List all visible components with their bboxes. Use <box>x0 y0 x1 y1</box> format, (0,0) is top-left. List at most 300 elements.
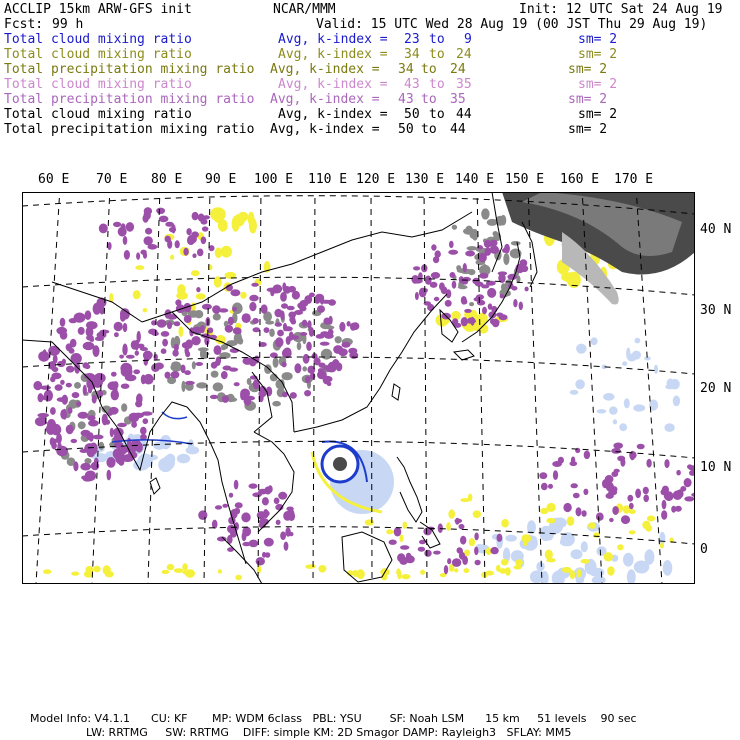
fcst-value: 99 h <box>52 17 84 32</box>
precip-purple <box>576 507 582 516</box>
precip-purple <box>127 438 131 447</box>
cloud-yellow <box>84 571 93 578</box>
cloud-gray <box>270 374 278 382</box>
precip-purple <box>232 307 237 312</box>
precip-purple <box>305 376 310 383</box>
cloud-light <box>597 409 607 413</box>
cloud-gray <box>335 336 342 343</box>
precip-purple <box>219 308 229 312</box>
legend-avg-label: Avg, k-index = <box>278 77 388 92</box>
precip-purple <box>504 244 510 254</box>
precip-purple <box>90 443 98 455</box>
precip-purple <box>181 365 186 374</box>
precip-purple <box>249 302 256 311</box>
cloud-light <box>581 541 588 552</box>
cloud-gray <box>452 225 457 230</box>
precip-purple <box>159 216 169 223</box>
legend-k-to: 24 <box>450 62 466 77</box>
precip-purple <box>107 381 118 390</box>
precip-purple <box>122 344 127 356</box>
plot-title: ACCLIP 15km ARW-GFS init <box>4 2 192 17</box>
precip-purple <box>423 288 428 292</box>
precip-purple <box>349 352 358 359</box>
precip-purple <box>233 330 242 335</box>
center-label: NCAR/MMM <box>273 2 336 17</box>
precip-purple <box>252 318 259 324</box>
cloud-yellow <box>218 569 222 574</box>
precip-purple <box>256 557 265 565</box>
cloud-yellow <box>623 505 630 514</box>
precip-purple <box>85 310 92 320</box>
precip-purple <box>184 315 192 323</box>
precip-purple <box>74 313 86 323</box>
precip-purple <box>646 459 651 468</box>
precip-purple <box>582 510 587 517</box>
precip-purple <box>131 340 138 349</box>
precip-purple <box>611 448 621 454</box>
precip-purple <box>462 299 467 304</box>
precip-purple <box>60 380 65 385</box>
precip-purple <box>235 502 243 508</box>
precip-purple <box>424 550 431 557</box>
precip-purple <box>73 461 78 471</box>
precip-purple <box>289 335 299 340</box>
cloud-yellow <box>588 522 596 529</box>
precip-purple <box>229 493 233 498</box>
precip-purple <box>320 342 330 346</box>
precip-purple <box>156 208 165 214</box>
precip-purple <box>434 297 440 301</box>
cloud-yellow <box>167 564 175 570</box>
precip-purple <box>605 475 614 483</box>
precip-purple <box>242 313 251 323</box>
precip-purple <box>322 300 332 304</box>
precip-purple <box>264 538 274 547</box>
cloud-yellow <box>501 519 509 528</box>
precip-purple <box>664 459 669 468</box>
precip-purple <box>475 560 481 566</box>
precip-purple <box>629 503 634 509</box>
precip-purple <box>394 527 402 536</box>
precip-purple <box>475 282 484 287</box>
precip-purple <box>71 439 78 443</box>
precip-purple <box>675 506 682 512</box>
cloud-light <box>613 419 617 424</box>
precip-purple <box>157 319 167 328</box>
precip-purple <box>283 348 291 356</box>
precip-purple <box>144 207 152 215</box>
cloud-gray <box>213 313 221 320</box>
precip-purple <box>507 274 517 280</box>
precip-purple <box>519 302 523 311</box>
legend-field-name: Total cloud mixing ratio <box>4 77 192 92</box>
precip-purple <box>487 288 496 298</box>
precip-purple <box>143 214 149 223</box>
precip-purple <box>184 370 191 375</box>
legend-sm: sm= 2 <box>578 32 618 47</box>
precip-purple <box>435 250 441 257</box>
cloud-yellow <box>607 566 615 575</box>
precip-purple <box>431 244 436 250</box>
precip-purple <box>280 311 285 321</box>
precip-purple <box>201 237 207 245</box>
precip-purple <box>185 381 195 385</box>
cloud-light <box>624 398 630 408</box>
precip-purple <box>121 384 130 389</box>
valid-time: Valid: 15 UTC Wed 28 Aug 19 (00 JST Thu 29 Aug 19) <box>316 17 708 32</box>
cloud-gray <box>276 379 284 389</box>
precip-purple <box>136 252 140 259</box>
model-info-line1: Model Info: V4.1.1 CU: KF MP: WDM 6class PBL: YSU SF: Noah LSM 15 km 51 levels 90 sec <box>30 712 637 725</box>
precip-purple <box>144 236 153 245</box>
precip-purple <box>347 321 351 327</box>
precip-purple <box>72 392 80 398</box>
precip-purple <box>520 265 528 272</box>
cloud-light <box>505 535 517 542</box>
precip-purple <box>222 395 229 403</box>
legend-avg-label: Avg, k-index = <box>270 122 380 137</box>
precip-purple <box>445 300 452 307</box>
precip-purple <box>643 495 649 503</box>
legend-avg-label: Avg, k-index = <box>278 47 388 62</box>
precip-purple <box>617 456 625 462</box>
precip-purple <box>511 286 517 291</box>
precip-purple <box>261 304 268 313</box>
precip-purple <box>450 272 456 278</box>
cloud-light <box>654 365 658 374</box>
precip-purple <box>174 344 179 351</box>
precip-purple <box>85 471 96 482</box>
cloud-gray <box>196 382 208 388</box>
cloud-light <box>623 553 634 567</box>
cloud-light <box>575 379 585 389</box>
lat-label: 40 N <box>700 222 732 237</box>
cloud-light <box>547 525 556 532</box>
precip-purple <box>302 320 307 327</box>
precip-purple <box>684 478 692 487</box>
legend-k-from: 43 <box>404 77 420 92</box>
legend-sm: sm= 2 <box>578 77 618 92</box>
lat-label: 30 N <box>700 303 732 318</box>
cloud-gray <box>74 382 81 389</box>
precip-purple <box>123 236 128 245</box>
cloud-yellow <box>446 522 451 531</box>
legend-sm: sm= 2 <box>568 122 608 137</box>
cloud-yellow <box>629 530 636 534</box>
cloud-gray <box>202 352 210 356</box>
precip-purple <box>110 428 114 437</box>
legend-k-to: 35 <box>450 92 466 107</box>
cloud-light <box>570 390 579 395</box>
legend-field-name: Total cloud mixing ratio <box>4 107 192 122</box>
precip-purple <box>198 510 207 520</box>
legend-to: to <box>429 77 445 92</box>
precip-purple <box>120 313 126 321</box>
legend-k-to: 9 <box>464 32 472 47</box>
precip-purple <box>314 297 320 303</box>
precip-purple <box>464 309 472 313</box>
precip-purple <box>342 342 351 348</box>
cloud-yellow <box>386 529 393 534</box>
precip-purple <box>126 222 134 232</box>
precip-purple <box>288 511 295 521</box>
precip-purple <box>66 383 72 388</box>
cloud-yellow <box>581 559 590 564</box>
cloud-gray <box>458 285 468 289</box>
precip-purple <box>50 407 56 415</box>
precip-purple <box>109 407 119 415</box>
precip-purple <box>53 355 58 364</box>
weather-map <box>22 192 695 584</box>
cloud-yellow <box>178 326 183 337</box>
precip-purple <box>474 533 478 541</box>
precip-purple <box>251 283 258 287</box>
legend-to: to <box>429 47 445 62</box>
cloud-gray <box>269 329 275 337</box>
cloud-light <box>603 393 614 401</box>
precip-purple <box>573 493 580 499</box>
precip-purple <box>277 330 284 337</box>
precip-purple <box>57 436 61 444</box>
cloud-yellow <box>214 212 225 223</box>
precip-purple <box>143 252 147 259</box>
precip-purple <box>300 332 308 336</box>
cloud-yellow <box>353 570 359 577</box>
cloud-yellow <box>162 570 170 574</box>
precip-purple <box>161 331 170 337</box>
precip-purple <box>192 253 196 258</box>
precip-purple <box>124 250 130 260</box>
precip-purple <box>225 325 233 333</box>
precip-purple <box>687 464 693 469</box>
cloud-light <box>627 354 636 362</box>
precip-purple <box>613 443 623 449</box>
cloud-gray <box>213 382 224 391</box>
cloud-yellow <box>401 574 410 579</box>
precip-purple <box>323 376 331 385</box>
cloud-yellow <box>647 516 656 522</box>
cloud-gray <box>78 421 86 429</box>
precip-purple <box>78 327 85 335</box>
precip-purple <box>490 547 498 554</box>
precip-purple <box>242 532 247 542</box>
precip-purple <box>114 322 123 331</box>
precip-purple <box>294 363 301 373</box>
precip-purple <box>145 228 152 235</box>
precip-purple <box>389 540 397 545</box>
precip-purple <box>185 351 190 357</box>
precip-purple <box>433 551 441 555</box>
precip-purple <box>500 294 505 299</box>
precip-purple <box>234 480 239 490</box>
fcst-label: Fcst: <box>4 17 44 32</box>
precip-purple <box>243 357 253 365</box>
precip-purple <box>249 483 258 488</box>
precip-purple <box>242 542 250 546</box>
precip-purple <box>439 282 445 290</box>
precip-purple <box>119 355 124 359</box>
cloud-yellow <box>399 535 403 543</box>
lon-label: 60 E <box>38 172 70 187</box>
cloud-yellow <box>545 550 553 560</box>
legend-k-from: 43 <box>398 92 414 107</box>
precip-purple <box>664 494 669 499</box>
cloud-light <box>576 344 586 354</box>
precip-purple <box>175 240 180 248</box>
precip-purple <box>183 248 188 256</box>
lon-label: 130 E <box>405 172 445 187</box>
cloud-yellow <box>604 552 613 561</box>
precip-purple <box>133 369 140 374</box>
precip-purple <box>284 542 289 551</box>
precip-purple <box>86 321 96 327</box>
cloud-light <box>571 549 583 559</box>
precip-purple <box>317 305 325 313</box>
precip-purple <box>306 342 312 351</box>
precip-purple <box>92 395 97 404</box>
cloud-gray <box>321 349 332 360</box>
precip-purple <box>221 371 228 379</box>
precip-purple <box>477 300 485 306</box>
precip-purple <box>55 384 63 391</box>
cloud-gray <box>463 228 475 235</box>
precip-purple <box>121 367 133 378</box>
precip-purple <box>70 339 77 348</box>
legend-to: to <box>421 62 437 77</box>
precip-purple <box>93 345 100 357</box>
precip-purple <box>167 240 172 249</box>
cloud-yellow <box>257 565 261 573</box>
precip-purple <box>60 318 66 327</box>
precip-purple <box>62 409 66 420</box>
precip-purple <box>123 323 128 332</box>
legend-k-to: 44 <box>456 107 472 122</box>
precip-purple <box>267 288 277 292</box>
cloud-yellow <box>182 563 188 570</box>
precip-purple <box>230 348 239 353</box>
precip-purple <box>525 287 529 292</box>
precip-purple <box>51 424 61 435</box>
cloud-yellow <box>174 568 184 573</box>
cloud-yellow <box>93 566 100 573</box>
precip-purple <box>84 364 90 369</box>
precip-purple <box>38 393 44 402</box>
cloud-light <box>619 423 627 431</box>
lat-label: 0 <box>700 542 708 557</box>
precip-purple <box>553 470 558 480</box>
cloud-yellow <box>365 519 374 525</box>
cloud-gray <box>469 302 474 306</box>
precip-purple <box>275 322 282 327</box>
precip-purple <box>497 534 503 542</box>
precip-purple <box>448 250 458 255</box>
precip-purple <box>50 437 55 445</box>
precip-purple <box>106 457 115 468</box>
precip-purple <box>548 484 553 489</box>
cloud-yellow <box>515 559 523 566</box>
cloud-gray <box>282 372 293 380</box>
precip-purple <box>57 361 65 367</box>
cloud-gray <box>170 363 182 372</box>
legend-k-from: 34 <box>404 47 420 62</box>
legend-k-to: 44 <box>450 122 466 137</box>
precip-purple <box>676 470 681 476</box>
precip-purple <box>197 249 203 257</box>
precip-purple <box>275 337 283 347</box>
precip-purple <box>673 490 682 500</box>
precip-purple <box>558 457 564 464</box>
cloud-yellow <box>176 292 188 300</box>
cloud-yellow <box>617 544 624 550</box>
precip-purple <box>99 330 109 334</box>
precip-purple <box>286 507 293 512</box>
precip-purple <box>459 524 465 529</box>
precip-purple <box>143 418 149 424</box>
legend-k-to: 24 <box>456 47 472 62</box>
precip-purple <box>222 504 228 508</box>
precip-purple <box>328 362 338 372</box>
precip-purple <box>463 263 467 272</box>
precip-purple <box>66 425 74 435</box>
cloud-gray <box>272 401 281 407</box>
precip-purple <box>117 423 127 427</box>
precip-purple <box>467 317 475 322</box>
precip-purple <box>482 307 487 314</box>
precip-purple <box>287 306 295 311</box>
cloud-gray <box>98 442 104 450</box>
cloud-gray <box>211 371 219 378</box>
precip-purple <box>228 317 234 325</box>
precip-purple <box>202 226 209 231</box>
precip-purple <box>168 314 178 320</box>
precip-purple <box>307 320 311 329</box>
precip-purple <box>491 319 500 326</box>
precip-purple <box>609 518 614 522</box>
precip-purple <box>339 322 345 332</box>
precip-purple <box>93 435 104 440</box>
precip-purple <box>513 299 517 307</box>
cloud-yellow <box>43 569 51 574</box>
precip-purple <box>280 531 286 540</box>
precip-purple <box>262 552 266 558</box>
cloud-yellow <box>660 543 664 549</box>
cloud-light <box>177 454 190 464</box>
precip-purple <box>83 342 95 350</box>
cloud-yellow <box>135 265 144 270</box>
precip-purple <box>245 396 255 401</box>
lon-label: 70 E <box>96 172 128 187</box>
precip-purple <box>44 390 53 402</box>
cloud-gray <box>181 381 185 392</box>
legend-k-to: 35 <box>456 77 472 92</box>
cloud-light <box>664 423 674 432</box>
cloud-yellow <box>232 216 240 232</box>
precip-purple <box>68 407 73 414</box>
precip-purple <box>490 246 499 254</box>
legend-to: to <box>429 107 445 122</box>
lon-label: 120 E <box>356 172 396 187</box>
cloud-gray <box>511 241 521 246</box>
precip-purple <box>406 553 411 559</box>
precip-purple <box>249 295 258 302</box>
cloud-gray <box>121 403 127 412</box>
precip-purple <box>186 228 191 235</box>
precip-purple <box>132 413 144 419</box>
precip-purple <box>329 316 333 325</box>
legend-k-from: 34 <box>398 62 414 77</box>
legend-field-name: Total cloud mixing ratio <box>4 47 192 62</box>
cloud-gray <box>481 208 489 219</box>
